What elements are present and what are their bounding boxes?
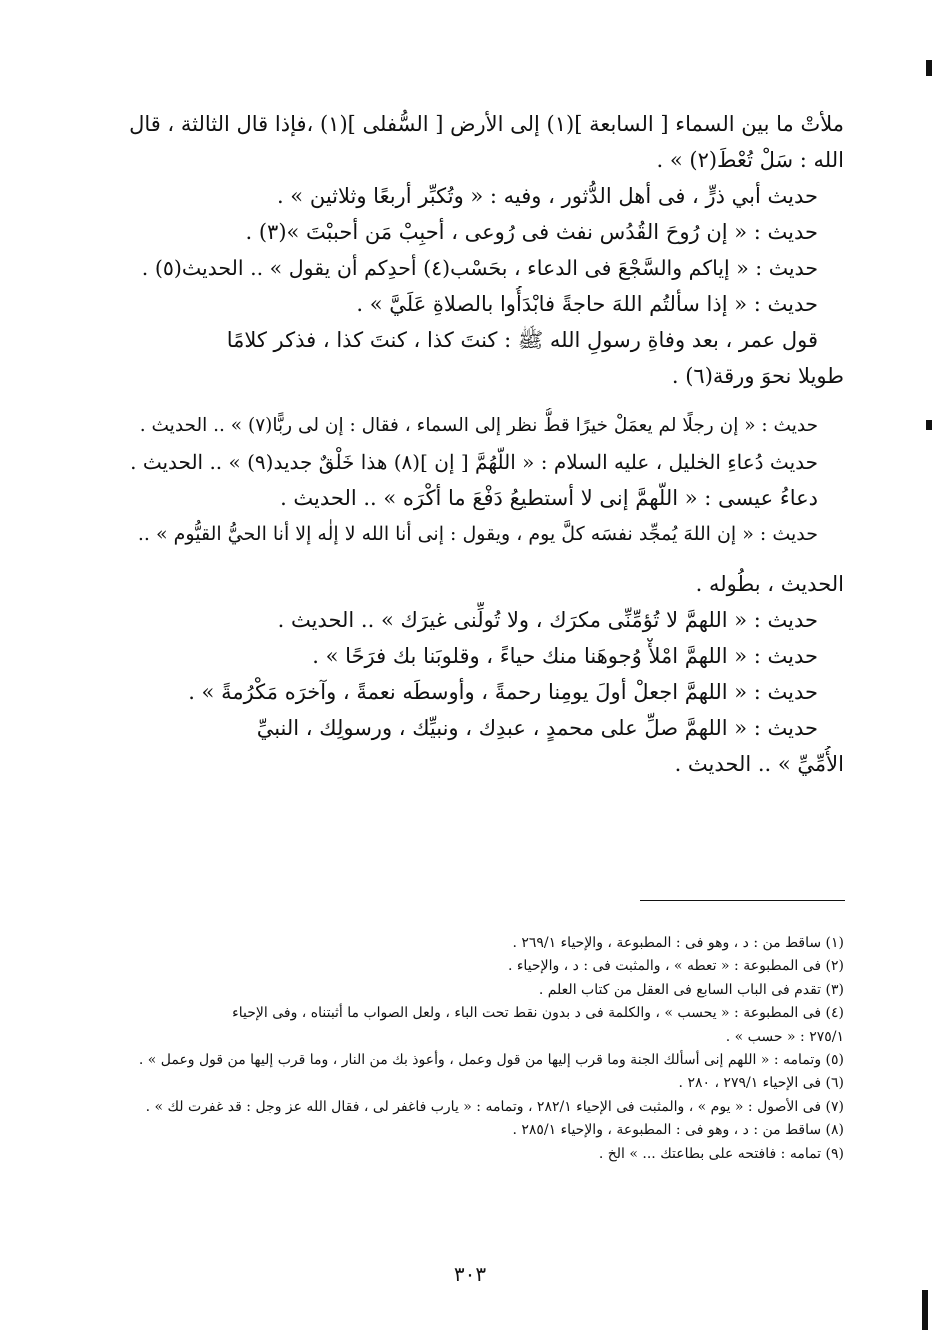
text-line: دعاءُ عيسى : « اللّهمَّ إنى لا أستطيعُ دَفْعَ ما أكْرَه » .. الحديث . bbox=[280, 486, 818, 510]
footnote: (٥) وتمامه : « اللهم إنى أسألك الجنة وما قرب إليها من قول وعمل ، وأعوذ بك من النار ، وما قرب إليها من قول وعمل » . bbox=[138, 1052, 844, 1069]
footnote: (٧) فى الأصول : « يوم » ، والمثبت فى الإحياء ٢٨٢/١ ، وتمامه : « يارب فاغفر لى ، فقال الله عز وجل : قد غفرت لك » . bbox=[145, 1098, 844, 1115]
text-line: حديث : « اللهمَّ اجعلْ أولَ يومِنا رحمةً ، وأوسطَه نعمةً ، وآخرَه مَكْرُمةً » . bbox=[188, 680, 818, 704]
text-line: حديث : « إن رُوحَ القُدُس نفث فى رُوعى ، أحبِبْ مَن أحببْتَ »(٣) . bbox=[245, 220, 818, 244]
text-line: حديث : « إياكم والسَّجْعَ فى الدعاء ، بحَسْب(٤) أحدِكم أن يقول » .. الحديث(٥) . bbox=[141, 256, 818, 280]
main-text bbox=[128, 106, 844, 782]
paragraph-gap bbox=[128, 552, 844, 566]
footnote: (٩) تمامه : فافتحه على بطاعتك ... » الخ . bbox=[598, 1145, 844, 1162]
text-line: الأُمِّيِّ » .. الحديث . bbox=[674, 752, 844, 776]
text-line: حديث دُعاءِ الخليل ، عليه السلام : « اللّهُمَّ [ إن ](٨) هذا خَلْقٌ جديد(٩) » .. الحديث . bbox=[130, 450, 818, 474]
paragraph-gap bbox=[128, 394, 844, 408]
footnote: (٨) ساقط من : د ، وهو فى : المطبوعة ، والإحياء ٢٨٥/١ . bbox=[512, 1122, 844, 1139]
footnote: (٦) فى الإحياء ٢٧٩/١ ، ٢٨٠ . bbox=[678, 1075, 844, 1092]
footnote: (١) ساقط من : د ، وهو فى : المطبوعة ، والإحياء ٢٦٩/١ . bbox=[512, 935, 844, 951]
text-line: طويلا نحوَ ورقة(٦) . bbox=[671, 364, 844, 388]
text-line: حديث : « إن اللهَ يُمجِّد نفسَه كلَّ يوم ، ويقول : إنى أنا الله لا إلٰه إلا أنا الحيُّ القيُّوم » .. bbox=[137, 523, 818, 545]
footnote: (٢) فى المطبوعة : « تعطه » ، والمثبت فى : د ، والإحياء . bbox=[507, 958, 844, 975]
text-line: حديث : « اللهمَّ امْلأْ وُجوهَنا منك حياءً ، وقلوبَنا بك فرَحًا » . bbox=[312, 644, 818, 668]
footnotes bbox=[128, 932, 844, 1166]
scan-edge-mark bbox=[926, 60, 932, 76]
page-number: ٣٠٣ bbox=[453, 1262, 487, 1286]
footnote: (٣) تقدم فى الباب السابع فى العقل من كتاب العلم . bbox=[538, 981, 844, 998]
footnote: ٢٧٥/١ : « حسب » . bbox=[725, 1028, 844, 1045]
text-line: حديث أبي ذرٍّ ، فى أهل الدُّثور ، وفيه : « وتُكبِّر أربعًا وثلاثين » . bbox=[276, 184, 818, 208]
text-line: حديث : « اللهمَّ لا تُؤمِّنِّى مكرَك ، ولا تُولِّنى غيرَك » .. الحديث . bbox=[277, 608, 818, 632]
scan-edge-mark bbox=[926, 420, 932, 430]
scan-edge-mark bbox=[922, 1290, 928, 1330]
text-line: الحديث ، بطُوله . bbox=[695, 572, 844, 596]
footnote-separator bbox=[640, 900, 845, 901]
text-line: حديث : « اللهمَّ صلِّ على محمدٍ ، عبدِك ، ونبيِّك ، ورسولِك ، النبيِّ bbox=[256, 716, 818, 740]
footnote: (٤) فى المطبوعة : « يحسب » ، والكلمة فى د بدون نقط تحت الباء ، ولعل الصواب ما أثبتناه ، وفى الإحياء bbox=[232, 1005, 844, 1022]
text-line: قول عمر ، بعد وفاةِ رسولِ الله ﷺ : كنتَ كذا ، كنتَ كذا ، فذكر كلامًا bbox=[226, 328, 818, 352]
text-line: حديث : « إذا سألتُم اللهَ حاجةً فابْدَأُوا بالصلاةِ عَلَيَّ » . bbox=[356, 292, 818, 316]
text-line: حديث : « إن رجلًا لم يعمَلْ خيرًا قطُّ نظر إلى السماء ، فقال : إن لى ربًّا(٧) » .. الحديث . bbox=[139, 415, 818, 436]
text-line: الله : سَلْ تُعْطَ(٢) » . bbox=[656, 148, 844, 172]
text-line: ملأتْ ما بين السماء [ السابعة ](١) إلى الأرض [ السُّفلى ](١) ،فإذا قال الثالثة ، قال bbox=[129, 112, 844, 136]
